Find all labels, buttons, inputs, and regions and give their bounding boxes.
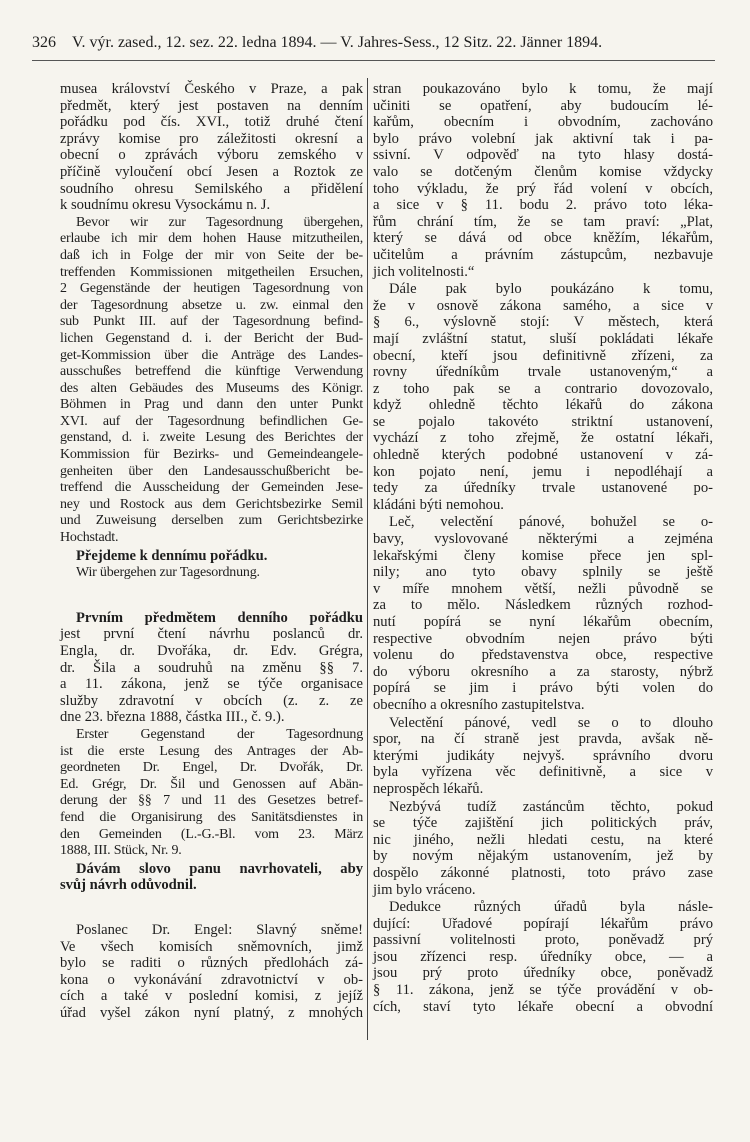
text-line [373,114,713,131]
text-line-content: jest první čtení návrhu poslanců dr. [60,626,363,643]
text-line-content: do výboru okresního a za starosty, nýbrž [373,663,713,680]
text-line [373,281,713,298]
text-line [60,348,363,365]
text-line [373,264,713,281]
paragraph [373,899,713,1015]
text-line-content: volenu do představenstva obce, respective [373,647,713,664]
text-line [60,331,363,348]
text-line [60,827,363,844]
text-line [373,147,713,164]
text-line [373,381,713,398]
text-line [60,676,363,693]
text-line [373,414,713,431]
text-line-content: Dedukce různých úřadů byla násle- [389,899,713,916]
text-line [373,564,713,581]
text-line [60,744,363,761]
text-line [60,265,363,282]
text-line [373,764,713,781]
text-line [60,861,363,878]
text-line-content: Wir übergehen zur Tagesordnung. [76,565,260,581]
text-line [373,331,713,348]
text-line [373,932,713,949]
text-line-content: bylo právo volební jak aktivní tak i pa- [373,130,713,147]
text-line [373,949,713,966]
text-line-content: jich volitelnosti.“ [373,263,475,280]
text-line-content: sub Punkt III. auf der Tagesordnung befind- [60,314,363,330]
text-line-content: kona o vykonávání zdravotnictví v ob- [60,971,363,988]
text-line-content: byla vyřízena věc definitivně, a sice v [373,764,713,781]
text-line [373,364,713,381]
text-line-content: Ve všech komisích sněmovních, jimž [60,938,363,955]
text-line-content: že v osnově zákona samého, a sice v [373,297,713,314]
text-line [373,548,713,565]
text-line-content: 1888, III. Stück, Nr. 9. [60,843,182,859]
text-line [373,631,713,648]
text-line-content: rovny úředníkům trvale ustanoveným,“ a [373,364,713,381]
paragraph [373,514,713,713]
text-line-content: stran poukazováno bylo k tomu, že mají [373,81,713,97]
text-line [373,298,713,315]
text-line-content: mají zvláštní statut, sluší pokládati lékaře [373,330,713,347]
text-line [60,147,363,164]
text-line-content: když ohledně těchto lékařů do zákona [373,397,713,414]
text-line [60,793,363,810]
text-line [373,999,713,1016]
text-line-content: geordneten Dr. Engel, Dr. Dvořák, Dr. [60,760,363,776]
text-line [60,709,363,726]
text-line [60,497,363,514]
text-line [60,1005,363,1022]
paragraph [60,548,363,565]
text-line-content: Leč, velectění pánové, bohužel se o- [389,514,713,531]
text-line [60,298,363,315]
text-line-content: služby zdravotní v obcích (z. z. ze [60,692,363,709]
text-line-content: Bevor wir zur Tagesordnung übergehen, [76,214,363,230]
paragraph [373,81,713,280]
text-line [373,581,713,598]
text-line [373,81,713,98]
text-line-content: ist die erste Lesung des Antrages der Ab- [60,743,363,759]
text-line [60,414,363,431]
text-line-content: zprávy komise pro záležitosti okresní a [60,130,363,147]
text-line [373,982,713,999]
text-line-content: soudního ohresu Semilského a přidělení [60,180,363,197]
text-line [60,381,363,398]
text-line-content: Dávám slovo panu navrhovateli, aby [76,860,363,877]
text-line [373,715,713,732]
text-line-content: tedy za úředníky trvale ustanovené po- [373,480,713,497]
text-line-content: neprospěch lékařů. [373,780,484,797]
text-line [60,281,363,298]
text-line [60,430,363,447]
text-line-content: Dále pak bylo poukázáno k tomu, [389,281,713,298]
text-line [60,643,363,660]
text-line-content: Böhmen in Prag und dann den unter Punkt [60,397,363,413]
text-line [60,114,363,131]
text-line-content: Přejdeme k dennímu pořádku. [76,547,268,564]
text-line-content: erlaube ich mir dem hohen Hause mitzutheilen, [60,231,363,247]
text-line-content: und Zuweisung derselben zum Gerichtsbezirke [60,513,363,529]
text-line [373,748,713,765]
text-line-content: obecního a okresního zastupitelstva. [373,696,585,713]
text-line [373,815,713,832]
text-line [60,626,363,643]
text-line [60,480,363,497]
text-line-content: nily; ano tyto obavy splnily se ještě [373,564,713,581]
text-line [60,181,363,198]
text-line [60,314,363,331]
text-line-content: jim bylo vráceno. [373,881,476,898]
text-line [373,447,713,464]
text-line [373,531,713,548]
text-line-content: řům chrání tím, že se tam praví: „Plat, [373,213,713,230]
text-line [373,98,713,115]
text-line-content: Hochstadt. [60,530,119,546]
left-column [60,80,363,1021]
paragraph [373,281,713,513]
text-line [60,397,363,414]
header-rule [32,60,715,61]
text-line-content: cích a také v poslední komisi, z jejíž [60,988,363,1005]
text-line-content: spor, na čí straně jest pravda, avšak ně- [373,731,713,748]
text-line-content: respective obvodním nejen právo býti [373,630,713,647]
page-header [32,34,715,58]
text-line-content: svůj návrh odůvodnil. [60,877,197,894]
paragraph [60,922,363,1022]
text-line [60,197,363,214]
text-line [373,348,713,365]
text-line-content: treffenden Kommissionen mitgetheilen Ersuchen, [60,264,363,280]
text-line-content: valo se dotčeným členům komise vždycky [373,163,713,180]
text-line-content: který se dává od obce kněžím, lékařům, [373,230,713,247]
text-line [373,799,713,816]
text-line-content: genstand, d. i. zweite Lesung des Berichtes der [60,430,363,446]
text-line [373,480,713,497]
text-line [60,760,363,777]
text-line-content: passivní volitelnosti proto, poněvadž prý [373,932,713,949]
text-line-content: a sice v § 11. bodu 2. právo toto léka- [373,197,713,214]
paragraph [373,799,713,899]
text-line [60,610,363,627]
text-line-content: des alten Gebäudes des Museums des Königr. [60,380,363,396]
text-line-content: se pojalo takovéto striktní ustanovení, [373,413,713,430]
text-line [373,664,713,681]
text-line-content: toho výkladu, že prý řád volení v obcích, [373,180,713,197]
paragraph [60,81,363,214]
text-line-content: genheiten über den Landesausschußbericht be- [60,463,363,479]
text-line-content: derung der §§ 7 und 11 des Gesetzes betref- [60,793,363,809]
text-line-content: z toho pak se a contrario dovozovalo, [373,380,713,397]
text-line [373,514,713,531]
text-line [373,430,713,447]
text-line-content: treffend die Ausscheidung der Gemeinden Jese- [60,480,363,496]
text-line [60,939,363,956]
text-line [373,882,713,899]
column-divider [367,78,368,1040]
text-line-content: bavy, vyslovované některými a zejména [373,531,713,548]
text-line [60,877,363,894]
text-line-content: den Gemeinden (L.-G.-Bl. vom 23. März [60,826,363,842]
text-line [60,530,363,547]
text-line-content: dující: Uřadové popírají lékařům právo [373,915,713,932]
text-line-content: v míře mnohem větší, nežli původně se [373,580,713,597]
text-line-content: Kommission für Bezirks- und Gemeindeangele- [60,447,363,463]
text-line [60,131,363,148]
text-line [60,548,363,565]
text-line [373,230,713,247]
text-line-content: za to mělo. Následkem různých rozhod- [373,597,713,614]
text-line [60,231,363,248]
text-line [373,164,713,181]
text-line [60,98,363,115]
text-line [373,614,713,631]
text-line [373,680,713,697]
text-line [373,647,713,664]
text-line [60,513,363,530]
text-line-content: Velectění pánové, vedl se o to dlouho [389,714,713,731]
paragraph [60,215,363,547]
text-line [60,565,363,582]
text-line [373,848,713,865]
text-line [373,181,713,198]
text-line [373,832,713,849]
text-line [373,597,713,614]
text-line-content: kládáni býti nemohou. [373,496,504,513]
text-line [373,197,713,214]
text-line [60,660,363,677]
text-line-content: daß ich in Folge der mir von Seite der be- [60,247,363,263]
text-line-content: 2 Gegenstände der heutigen Tagesordnung von [60,281,363,297]
text-line-content: musea království Českého v Praze, a pak [60,81,363,97]
text-line [60,843,363,860]
text-line [373,464,713,481]
text-line-content: ney und Rostock aus dem Gerichtsbezirke Semil [60,496,363,512]
text-line-content: get-Kommission über die Anträge des Landes- [60,347,363,363]
text-line [60,727,363,744]
text-line-content: jsou zřízenci resp. úředníky obce, — a [373,948,713,965]
text-line [60,988,363,1005]
text-line [373,131,713,148]
text-line [60,364,363,381]
text-line [60,215,363,232]
text-line-content: nic jiného, nežli hledati cestu, na které [373,831,713,848]
text-line-content: učiniti se opatření, aby budoucím lé- [373,97,713,114]
text-line [60,955,363,972]
text-line-content: Nezbývá tudíž zastáncům těchto, pokud [389,798,713,815]
text-line-content: učitelům a právním zástupcům, nezbavuje [373,246,713,263]
paragraph [373,715,713,798]
paragraph [60,610,363,726]
text-line-content: § 11. zákona, jenž se týče provádění v ob- [373,982,713,999]
text-line-content: Ed. Grégr, Dr. Šil und Genossen auf Abän- [60,776,363,792]
text-line-content: předmět, který jest postaven na denním [60,97,363,114]
text-line-content: lichen Gegenstand d. i. der Bericht der Bud- [60,330,363,346]
text-line [60,810,363,827]
text-line [373,497,713,514]
text-line-content: ohledně kterých podobné ustanovení v zá- [373,447,713,464]
page-number: 326 [32,34,56,51]
text-line-content: dr. Šila a soudruhů na změnu §§ 7. [60,659,363,676]
text-line-content: kterými judikáty nejvyš. správního dvoru [373,747,713,764]
text-line-content: nutí popírá se nyní lékařům obecním, [373,614,713,630]
text-line-content: cích, staví tyto lékaře obecní a obvodní [373,998,713,1015]
text-line [60,777,363,794]
paragraph [60,727,363,860]
text-line [373,247,713,264]
text-line-content: kon pojato není, jemu i nepodléhají a [373,463,713,480]
text-line-content: dne 23. března 1888, částka III., č. 9.). [60,709,285,726]
text-line [373,214,713,231]
text-line-content: jsou prý proto úředníky obce, poněvadž [373,965,713,982]
running-title: V. výr. zased., 12. sez. 22. ledna 1894. — V. Jahres-Sess., 12 Sitz. 22. Jänner 1894. [72,34,603,51]
text-line-content: příčině vyloučení obcí Jesen a Roztok ze [60,163,363,180]
paragraph [60,861,363,894]
text-line-content: úřad vyšel zákon nyní platný, z mnohých [60,1004,363,1021]
text-line-content: obecní, kteří jsou definitivně zřízeni, za [373,347,713,364]
paragraph [60,565,363,582]
text-line [60,464,363,481]
text-line [373,865,713,882]
text-line-content: fend die Organisirung des Sanitätsdienstes in [60,809,363,825]
text-line-content: Prvním předmětem denního pořádku [76,609,363,626]
text-line [60,693,363,710]
text-line-content: vychází z toho zřejmě, že ostatní lékaři, [373,430,713,447]
text-line [373,731,713,748]
text-line [373,899,713,916]
text-line [60,922,363,939]
text-line [60,972,363,989]
text-line-content: § 6., výslovně stojí: V městech, která [373,314,713,331]
text-line-content: pořádku pod čís. XVI., totiž druhé čtení [60,114,363,131]
text-line [60,164,363,181]
text-line [373,781,713,798]
text-line-content: bylo se raditi o různých předlohách zá- [60,955,363,972]
text-line-content: a 11. zákona, jenž se týče organisace [60,676,363,693]
text-line-content: ssivní. V odpověď na tyto hlasy dostá- [373,147,713,164]
text-line [60,447,363,464]
right-column [373,80,713,1015]
text-line [60,248,363,265]
text-line-content: kařům, obecním i obvodním, zachováno [373,114,713,131]
text-line [373,397,713,414]
text-line-content: popírá se jim i právo býti volen do [373,680,713,697]
text-line-content: der Tagesordnung absetze u. zw. einmal den [60,297,363,313]
text-line-content: ausschußes betreffend die künftige Verwendung [60,364,363,380]
text-line-content: Engla, dr. Dvořáka, dr. Edv. Grégra, [60,643,363,659]
text-line [373,697,713,714]
text-line-content: se týče zajištění jich politických práv, [373,815,713,832]
text-line-content: Erster Gegenstand der Tagesordnung [76,726,363,742]
text-line [373,965,713,982]
text-line [60,81,363,98]
text-line-content: by novým nějakým ustanovením, jež by [373,848,713,865]
text-line-content: k soudnímu okresu Vysockámu n. J. [60,197,271,214]
text-line [373,314,713,331]
text-line-content: obecní o zprávách výboru zemského v [60,147,363,164]
text-line-content: Poslanec Dr. Engel: Slavný sněme! [76,921,363,938]
text-line-content: lekařskými členy komise přece jen spl- [373,547,713,564]
text-line-content: XVI. auf der Tagesordnung befindlichen Ge- [60,413,363,429]
text-line-content: dospělo zákonné platnosti, toto právo zase [373,864,713,881]
text-line [373,916,713,933]
